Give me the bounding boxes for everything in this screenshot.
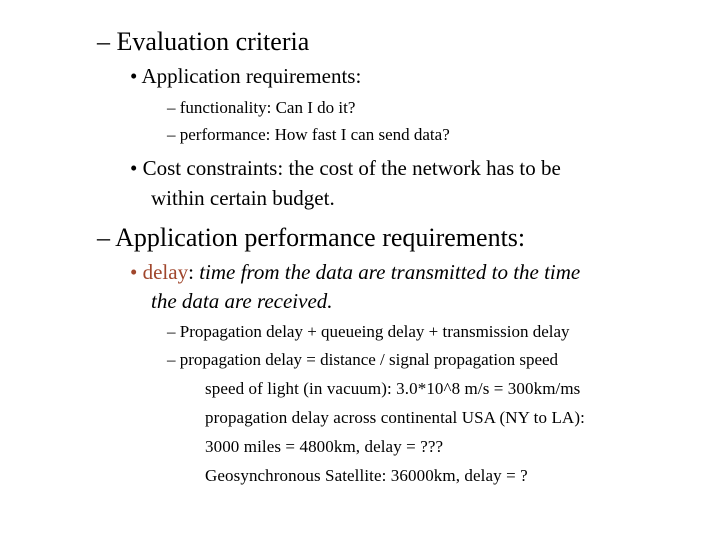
dash-marker: – [97, 27, 110, 56]
delay-definition-continuation [151, 291, 333, 312]
dash-marker: – [167, 322, 176, 341]
delay-colon: : [188, 260, 194, 284]
note-text: 3000 miles = 4800km, delay = ??? [205, 437, 444, 456]
delay-definition-line-2: the data are received. [151, 289, 333, 313]
dash-marker: – [167, 350, 176, 369]
bullet-marker: • [130, 64, 138, 88]
subitem-text: Propagation delay + queueing delay + transmission delay [179, 322, 570, 341]
note-text: Geosynchronous Satellite: 36000km, delay = ? [205, 466, 528, 485]
subitem-text: functionality: Can I do it? [179, 98, 356, 117]
subitem-propagation-delay [167, 351, 558, 368]
note-text: propagation delay across continental USA (NY to LA): [205, 408, 585, 427]
section-1-heading: Evaluation criteria [116, 27, 310, 56]
note-distance-calc [205, 438, 443, 455]
note-satellite [205, 467, 528, 484]
subitem-performance [167, 126, 450, 143]
bullet-application-requirements [130, 66, 361, 87]
subitem-delay-components [167, 323, 570, 340]
bullet-delay [130, 262, 580, 283]
bullet-text: Application requirements: [141, 64, 362, 88]
bullet-text: Cost constraints: the cost of the network has to be [142, 156, 561, 180]
bullet-cost-constraints-continuation [151, 188, 335, 209]
section-2-heading: Application performance requirements: [115, 223, 526, 252]
dash-marker: – [167, 98, 176, 117]
subitem-text: propagation delay = distance / signal propagation speed [179, 350, 559, 369]
subitem-functionality [167, 99, 355, 116]
subitem-text: performance: How fast I can send data? [179, 125, 450, 144]
bullet-marker: • [130, 156, 138, 180]
section-1-heading-line [97, 29, 309, 55]
section-2-heading-line [97, 225, 525, 251]
dash-marker: – [167, 125, 176, 144]
bullet-marker: • [130, 260, 138, 284]
note-continental-usa [205, 409, 585, 426]
note-speed-of-light [205, 380, 580, 397]
note-text: speed of light (in vacuum): 3.0*10^8 m/s = 300km/ms [205, 379, 581, 398]
dash-marker: – [97, 223, 110, 252]
bullet-text-continuation: within certain budget. [151, 186, 335, 210]
delay-definition: time from the data are transmitted to the time [199, 260, 581, 284]
bullet-cost-constraints [130, 158, 561, 179]
delay-term: delay [142, 260, 189, 284]
